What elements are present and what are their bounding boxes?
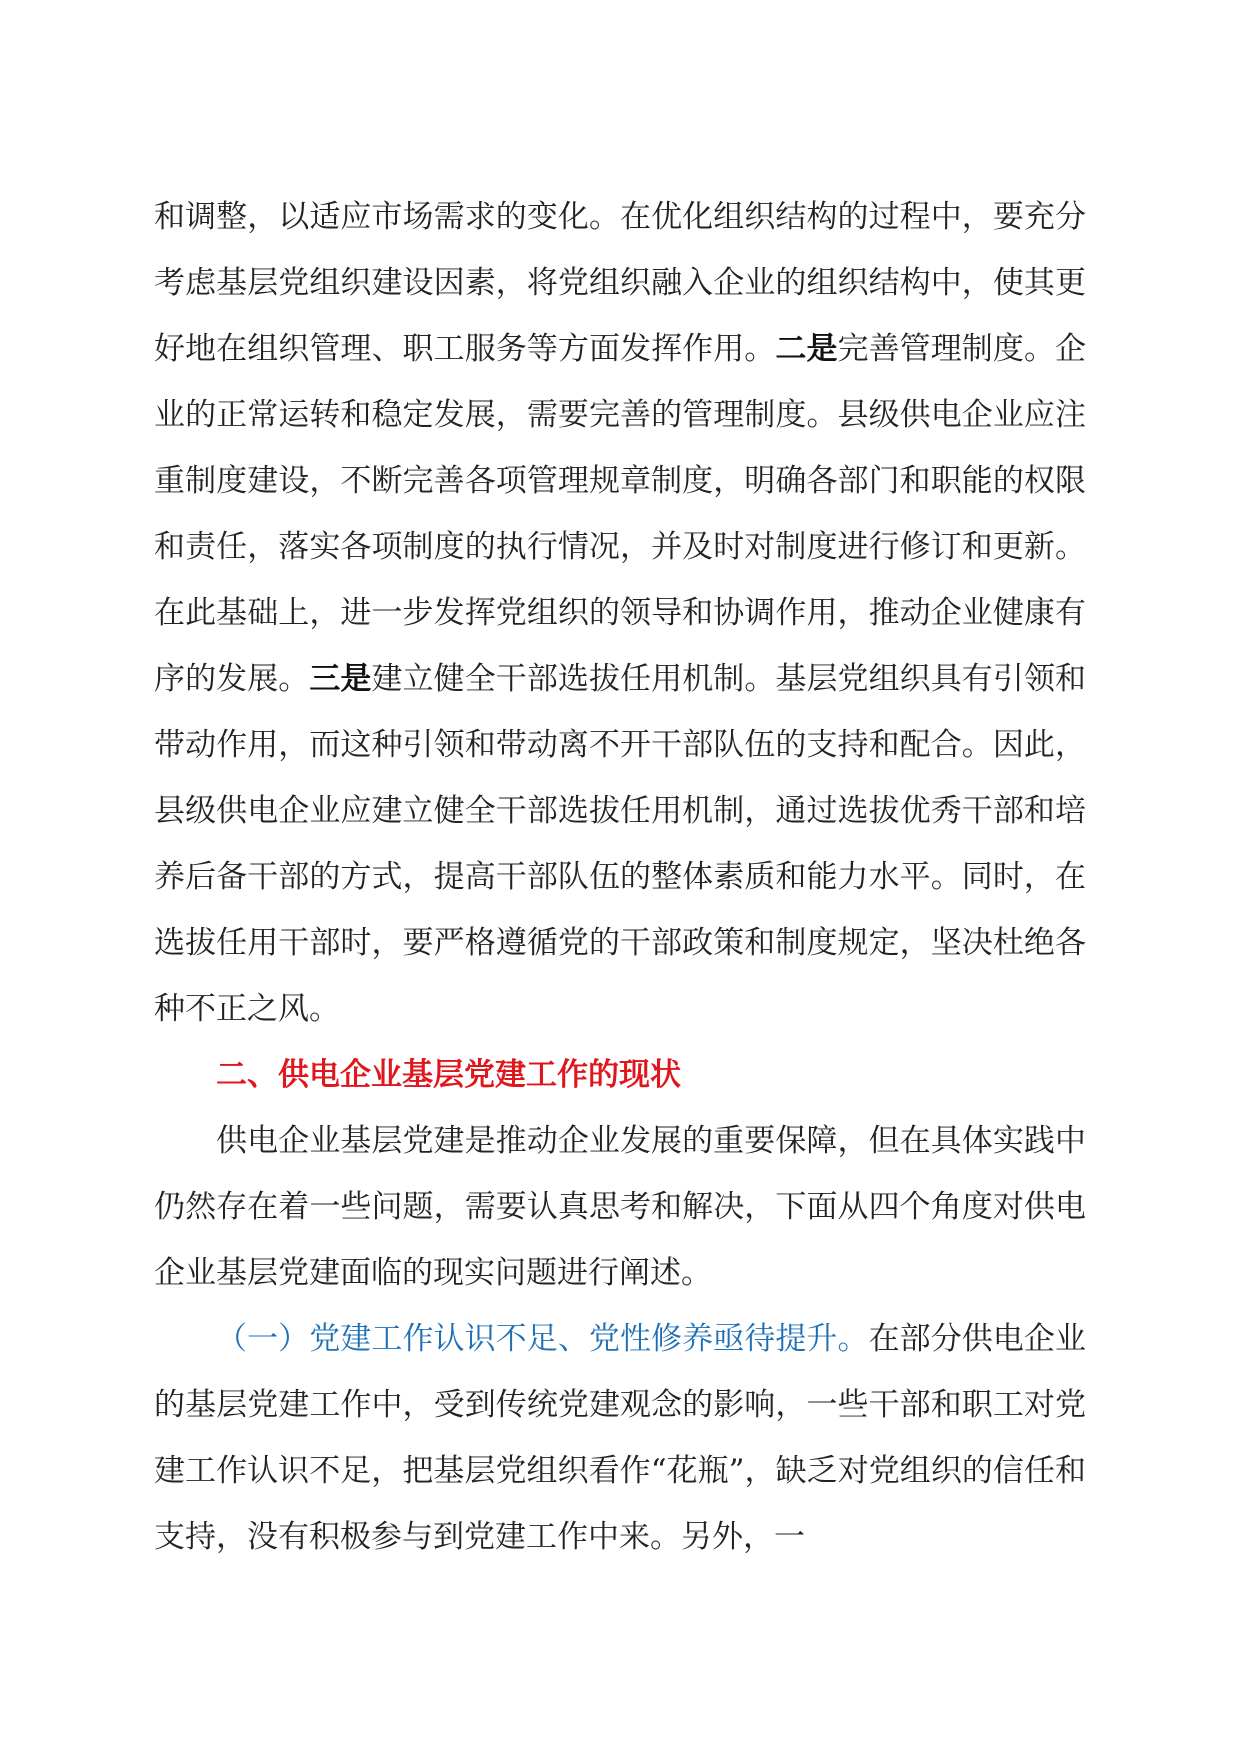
paragraph-text: 完善管理制度。企业的正常运转和稳定发展，需要完善的管理制度。县级供电企业应注重制度建设，不断完善各项管理规章制度，明确各部门和职能的权限和责任，落实各项制度的执行情况，并及时对制度进行修订和更新。在此基础上，进一步发挥党组织的领导和协调作用，推动企业健康有序的发展。 xyxy=(154,331,1087,697)
paragraph-text: 和调整，以适应市场需求的变化。在优化组织结构的过程中，要充分考虑基层党组织建设因素，将党组织融入企业的组织结构中，使其更好地在组织管理、职工服务等方面发挥作用。 xyxy=(154,199,1086,367)
paragraph-status-intro: 供电企业基层党建是推动企业发展的重要保障，但在具体实践中仍然存在着一些问题，需要认真思考和解决，下面从四个角度对供电企业基层党建面临的现实问题进行阐述。 xyxy=(154,1123,1086,1291)
section-heading: 二、供电企业基层党建工作的现状 xyxy=(216,1057,681,1093)
paragraph-org-structure xyxy=(154,184,1086,1042)
subheading-awareness: （一）党建工作认识不足、党性修养亟待提升。 xyxy=(216,1321,869,1357)
emphasis-san-shi: 三是 xyxy=(309,661,372,697)
document-body xyxy=(154,184,1086,1570)
paragraph-text: 建立健全干部选拔任用机制。基层党组织具有引领和带动作用，而这种引领和带动离不开干部队伍的支持和配合。因此，县级供电企业应建立健全干部选拔任用机制，通过选拔优秀干部和培养后备干部的方式，提高干部队伍的整体素质和能力水平。同时，在选拔任用干部时，要严格遵循党的干部政策和制度规定，坚决杜绝各种不正之风。 xyxy=(154,661,1087,1027)
paragraph-text: 在部分供电企业的基层党建工作中，受到传统党建观念的影响，一些干部和职工对党建工作认识不足，把基层党组织看作“花瓶”，缺乏对党组织的信任和支持，没有积极参与到党建工作中来。另外，一 xyxy=(154,1321,1087,1555)
paragraph-awareness xyxy=(154,1306,1086,1570)
emphasis-er-shi: 二是 xyxy=(775,331,838,367)
